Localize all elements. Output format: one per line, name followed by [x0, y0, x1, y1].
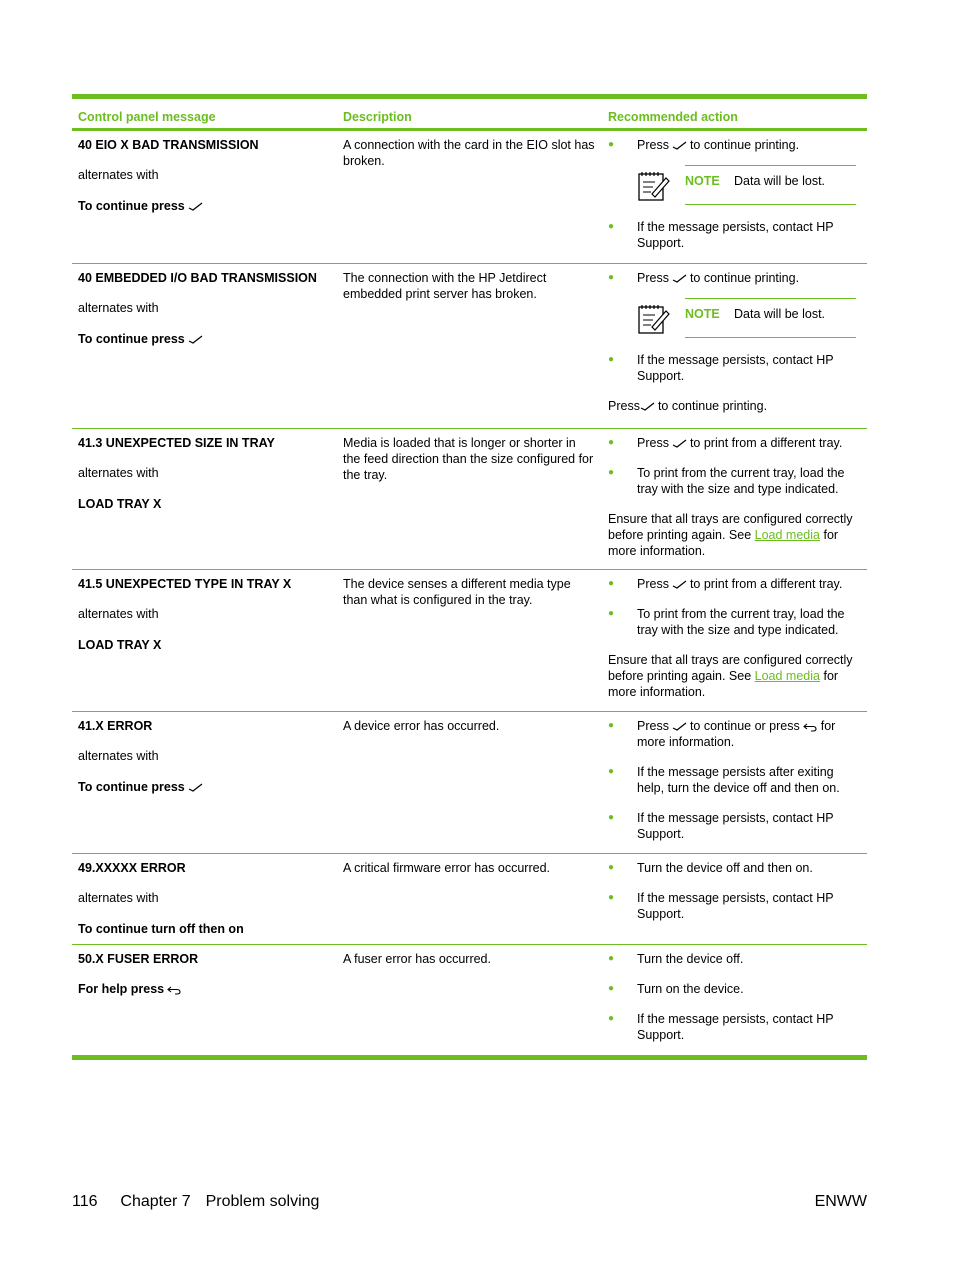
control-message: 50.X FUSER ERROR — [78, 952, 199, 966]
alternates-text: alternates with — [78, 168, 159, 182]
alternates-text: alternates with — [78, 607, 159, 621]
description: The device senses a different media type than what is configured in the tray. — [343, 577, 571, 607]
header-recommended-action: Recommended action — [608, 110, 738, 124]
note-text: Data will be lost. — [734, 307, 826, 321]
alternates-text: alternates with — [78, 301, 159, 315]
table-header — [72, 99, 867, 131]
table-row — [72, 429, 867, 570]
chapter-label: Chapter 7 — [120, 1193, 191, 1210]
description: A critical firmware error has occurred. — [343, 861, 551, 875]
control-message: 40 EIO X BAD TRANSMISSION — [78, 138, 259, 152]
control-message: 41.X ERROR — [78, 719, 153, 733]
list-item: ● If the message persists, contact HP Support. — [608, 810, 847, 842]
list-item: ● If the message persists, contact HP Support. — [608, 352, 847, 384]
list-item: ● If the message persists, contact HP Support. — [608, 219, 847, 251]
checkmark-icon — [188, 783, 203, 793]
back-arrow-icon — [167, 985, 182, 995]
list-item: ● Turn the device off. — [608, 951, 861, 967]
checkmark-icon — [188, 202, 203, 212]
checkmark-icon — [672, 439, 687, 449]
checkmark-icon — [672, 274, 687, 284]
list-item: ● To print from the current tray, load the tray with the size and type indicated. — [608, 606, 861, 638]
alternates-text: alternates with — [78, 749, 159, 763]
back-arrow-icon — [803, 722, 818, 732]
ensure-paragraph: Ensure that all trays are configured correctly before printing again. See Load media for more information. — [608, 653, 853, 699]
table-row — [72, 712, 867, 854]
second-message: To continue press — [78, 199, 185, 213]
alternates-text: alternates with — [78, 466, 159, 480]
note-label: NOTE — [685, 174, 720, 188]
checkmark-icon — [672, 141, 687, 151]
page-footer-left — [72, 1193, 319, 1211]
second-message: For help press — [78, 982, 165, 996]
second-message: LOAD TRAY X — [78, 497, 162, 511]
control-message: 49.XXXXX ERROR — [78, 861, 186, 875]
page-footer-right: ENWW — [814, 1193, 867, 1210]
checkmark-icon — [188, 335, 203, 345]
list-item: ● Press to print from a different tray. — [608, 576, 861, 592]
list-item: ● If the message persists after exiting help, turn the device off and then on. — [608, 764, 861, 796]
list-item: ● If the message persists, contact HP Support. — [608, 1011, 847, 1043]
description: A device error has occurred. — [343, 719, 500, 733]
table-row — [72, 131, 867, 264]
description: The connection with the HP Jetdirect embedded print server has broken. — [343, 271, 547, 301]
load-media-link[interactable]: Load media — [754, 528, 820, 542]
note-box — [685, 165, 856, 205]
list-item: ● If the message persists, contact HP Support. — [608, 890, 847, 922]
description: Media is loaded that is longer or shorter in the feed direction than the size configured for the tray. — [343, 436, 594, 482]
trailing-instruction: Press to continue printing. — [608, 399, 768, 413]
second-message: LOAD TRAY X — [78, 638, 162, 652]
table-row — [72, 854, 867, 945]
second-message: To continue press — [78, 780, 185, 794]
list-item: ● Press to continue or press for more information. — [608, 718, 861, 750]
list-item: ● To print from the current tray, load the tray with the size and type indicated. — [608, 465, 861, 497]
control-message: 41.3 UNEXPECTED SIZE IN TRAY — [78, 436, 275, 450]
alerts-table — [72, 94, 867, 1060]
alternates-text: alternates with — [78, 891, 159, 905]
description: A fuser error has occurred. — [343, 952, 491, 966]
ensure-paragraph: Ensure that all trays are configured correctly before printing again. See Load media for more information. — [608, 512, 853, 558]
control-message: 40 EMBEDDED I/O BAD TRANSMISSION — [78, 271, 317, 285]
list-item: ● Press to print from a different tray. — [608, 435, 861, 451]
section-title: Problem solving — [205, 1193, 320, 1210]
control-message: 41.5 UNEXPECTED TYPE IN TRAY X — [78, 577, 292, 591]
list-item: ● Turn the device off and then on. — [608, 860, 861, 876]
second-message: To continue turn off then on — [78, 922, 244, 936]
table-row — [72, 945, 867, 1060]
table-row — [72, 264, 867, 429]
header-description: Description — [343, 110, 412, 124]
list-item: ● Turn on the device. — [608, 981, 861, 997]
note-label: NOTE — [685, 307, 720, 321]
note-box — [685, 298, 856, 338]
list-item: ● Press to continue printing. — [608, 270, 861, 286]
load-media-link[interactable]: Load media — [754, 669, 820, 683]
note-text: Data will be lost. — [734, 174, 826, 188]
page-number: 116 — [72, 1193, 98, 1210]
checkmark-icon — [672, 722, 687, 732]
note-pad-icon — [636, 168, 670, 202]
list-item: ● Press to continue printing. — [608, 137, 861, 153]
header-control-panel-message: Control panel message — [78, 110, 216, 124]
checkmark-icon — [640, 402, 655, 412]
description: A connection with the card in the EIO slot has broken. — [343, 138, 595, 168]
checkmark-icon — [672, 580, 687, 590]
note-pad-icon — [636, 301, 670, 335]
second-message: To continue press — [78, 332, 185, 346]
table-row — [72, 570, 867, 712]
